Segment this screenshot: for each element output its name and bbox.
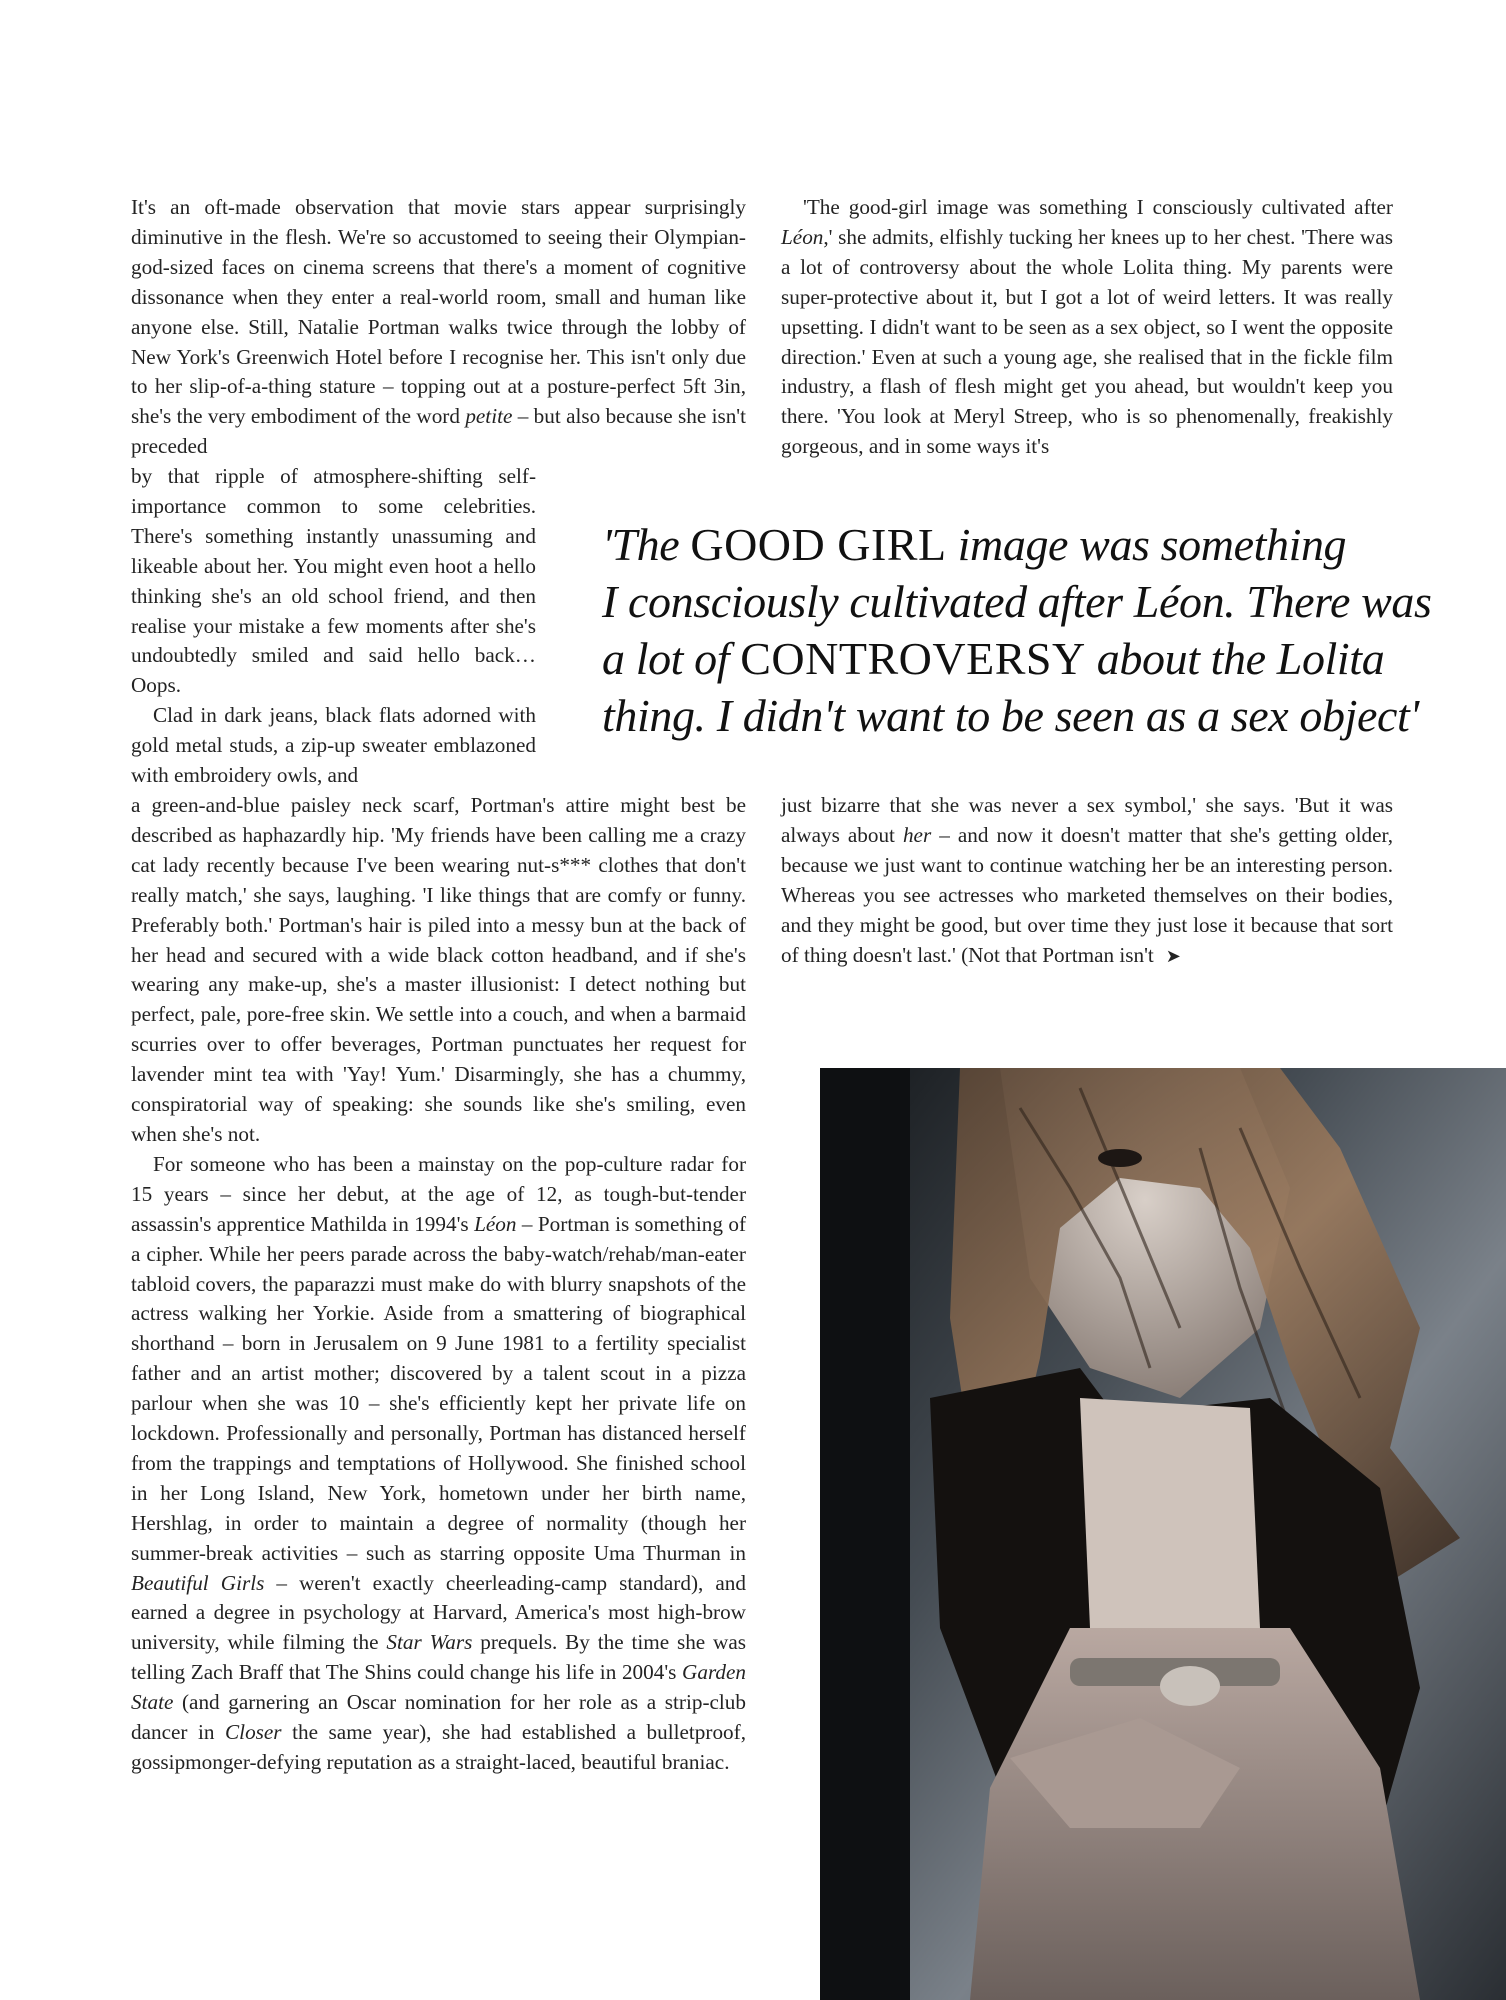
italic-title: Léon [781, 224, 824, 249]
paragraph: Clad in dark jeans, black flats adorned with gold metal studs, a zip-up sweater emblazoned with embroidery owls, and [131, 703, 536, 788]
italic-title: Garden State [131, 1660, 746, 1715]
continue-arrow-icon: ➤ [1165, 945, 1181, 967]
italic-title: Beautiful Girls [131, 1570, 265, 1595]
body-text: It's an oft-made observation that movie stars appear surprisingly diminutive in the flesh. We're so accustomed to seeing their Olympian-god-sized faces on cinema screens that there's a moment of cognitive dissonance when they enter a real-world room, small and human like anyone else. Still, Natalie Portman walks twice through the lobby of New York's Greenwich Hotel before I recognise her. This isn't only due to her slip-of-a-thing stature – topping out at a posture-perfect 5ft 3in, she's the very embodiment of the word [131, 195, 746, 429]
article-col2-top [781, 193, 1393, 462]
body-text: – but also because she isn't preceded [131, 404, 747, 459]
italic-title: Star Wars [386, 1630, 473, 1655]
paragraph: For someone who has been a mainstay on the pop-culture radar for 15 years – since her debut, at the age of 12, as tough-but-tender assassin's apprentice Mathilda in 1994's Léon – Portman is something of a cipher. While her peers parade across the baby-watch/rehab/man-eater tabloid covers, the paparazzi must make do with blurry snapshots of the actress walking her Yorkie. Aside from a smattering of biographical shorthand – born in Jerusalem on 9 June 1981 to a fertility specialist father and an artist mother; discovered by a talent scout in a pizza parlour when she was 10 – she's efficiently kept her private life on lockdown. Professionally and personally, Portman has distanced herself from the trappings and temptations of Hollywood. She finished school in her Long Island, New York, hometown under her birth name, Hershlag, in order to maintain a degree of normality (though her summer-break activities – such as starring opposite Uma Thurman in Beautiful Girls – weren't exactly cheerleading-camp standard), and earned a degree in psychology at Harvard, America's most high-brow university, while filming the Star Wars prequels. By the time she was telling Zach Braff that The Shins could change his life in 2004's Garden State (and garnering an Oscar nomination for her role as a strip-club dancer in Closer the same year), she had established a bulletproof, gossipmonger-defying reputation as a straight-laced, beautiful braniac. [131, 1151, 747, 1774]
pull-quote: 'The GOOD GIRL image was something I consciously cultivated after Léon. There was a lot of CONTROVERSY about the Lolita thing. I didn't want to be seen as a sex object' [602, 519, 1432, 741]
paragraph: 'The good-girl image was something I consciously cultivated after Léon,' she admits, elfishly tucking her knees up to her chest. 'There was a lot of controversy about the whole Lolita thing. My parents were super-protective about it, but I got a lot of weird letters. It was really upsetting. I didn't want to be seen as a sex object, so I went the opposite direction.' Even at such a young age, she realised that in the fickle film industry, a flash of flesh might get you ahead, but wouldn't keep you there. 'You look at Meryl Streep, who is so phenomenally, freakishly gorgeous, and in some ways it's [781, 195, 1393, 459]
paragraph: just bizarre that she was never a sex symbol,' she says. 'But it was always about her – and now it doesn't matter that she's getting older, because we just want to continue watching her be an interesting person. Whereas you see actresses who marketed themselves on their bodies, and they might be good, but over time they just lose it because that sort of thing doesn't last.' (Not that Portman isn't ➤ [781, 793, 1393, 967]
article-col1-bottom [131, 791, 746, 1778]
portrait-photo [820, 1068, 1506, 2000]
portrait-photo-icon [820, 1068, 1506, 2000]
italic-title: Léon [474, 1211, 517, 1236]
pull-quote-emphasis: GOOD GIRL [690, 519, 947, 570]
italic-term: her [902, 822, 932, 847]
article-col1-top [131, 193, 746, 462]
article-col1-middle [131, 462, 536, 791]
paragraph: a green-and-blue paisley neck scarf, Portman's attire might best be described as haphazardly hip. 'My friends have been calling me a crazy cat lady recently because I've been wearing nut-s*** clothes that don't really match,' she says, laughing. 'I like things that are comfy or funny. Preferably both.' Portman's hair is piled into a messy bun at the back of her head and secured with a wide black cotton headband, and if she's wearing any make-up, she's a master illusionist: I detect nothing but perfect, pale, pore-free skin. We settle into a couch, and when a barmaid scurries over to offer beverages, Portman punctuates her request for lavender mint tea with 'Yay! Yum.' Disarmingly, she has a chummy, conspiratorial way of speaking: she sounds like she's smiling, even when she's not. [131, 793, 746, 1146]
article-col2-bottom [781, 791, 1393, 971]
italic-title: Closer [225, 1720, 282, 1745]
paragraph: by that ripple of atmosphere-shifting self-importance common to some celebrities. There's something instantly unassuming and likeable about her. You might even hoot a hello thinking she's an old school friend, and then realise your mistake a few moments after she's undoubtedly smiled and said hello back… Oops. [131, 464, 536, 698]
pull-quote-emphasis: CONTROVERSY [740, 633, 1086, 684]
italic-term: petite [465, 404, 513, 429]
